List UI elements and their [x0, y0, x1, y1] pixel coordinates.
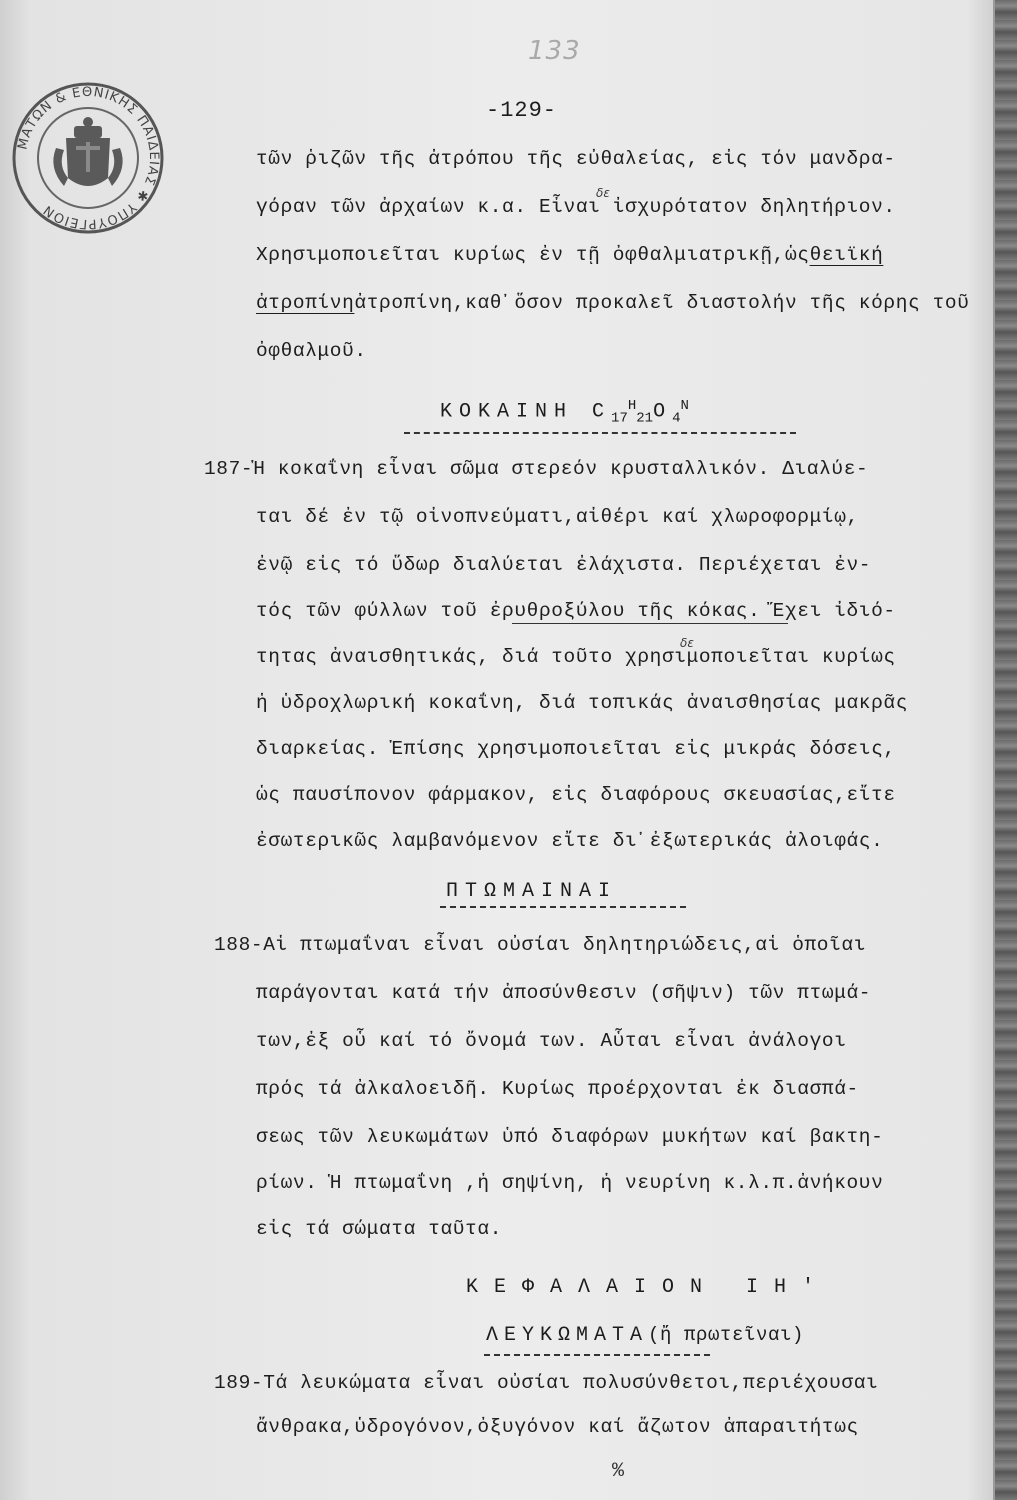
ptomaines-heading: ΠΤΩΜΑΙΝΑΙ [446, 880, 618, 903]
ptomaines-line-6: ρίων. Ἡ πτωμαΐνη ,ἡ σηψίνη, ἡ νευρίνη κ.λ.π.ἀνήκουν [256, 1172, 884, 1194]
intro-line-2: γόραν τῶν ἀρχαίων κ.α. Εἶναι ἰσχυρότατον δηλητήριον. [256, 196, 896, 218]
formula-c-sub: 17 [611, 410, 628, 427]
intro-line-1: τῶν ῥιζῶν τῆς ἀτρόπου τῆς εὐθαλείας, εἰς τόν μανδρα- [256, 148, 896, 170]
cocaine-heading-rule [404, 432, 796, 434]
ptomaines-line-1: 188-Αἱ πτωμαΐναι εἶναι οὐσίαι δηλητηριώδεις,αἱ ὁποῖαι [214, 934, 867, 956]
ptomaines-line-5: σεως τῶν λευκωμάτων ὑπό διαφόρων μυκήτων καί βακτη- [256, 1126, 884, 1148]
underlined-term-2: ἀτροπίνη [256, 292, 355, 314]
cocaine-line-1: 187-Ἡ κοκαΐνη εἶναι σῶμα στερεόν κρυσταλλικόν. Διαλύε- [204, 458, 869, 480]
intro-line-4-text: ἀτροπίνη,καθ᾽ὅσον προκαλεῖ διαστολήν τῆς κόρης τοῦ [354, 292, 970, 314]
formula-o: O [653, 400, 673, 424]
formula-o-sub: 4 [672, 410, 681, 427]
archive-number: 133 [528, 36, 581, 66]
intro-line-3-text: Χρησιμοποιεῖται κυρίως ἐν τῇ ὀφθαλμιατρικῇ,ὡς [256, 244, 810, 266]
cocaine-line-6: ἡ ὑδροχλωρική κοκαΐνη, διά τοπικάς ἀναισθησίας μακρᾶς [256, 692, 909, 714]
cocaine-line-4: τός τῶν φύλλων τοῦ ἐρυθροξύλου τῆς κόκας. Ἔχει ἰδιό- [256, 600, 896, 622]
formula-h-sub: 21 [636, 410, 654, 427]
handwritten-correction-2: δε [680, 636, 694, 650]
handwritten-correction: δε [596, 186, 610, 200]
ministry-stamp [8, 78, 168, 238]
cocaine-line-2: ται δέ ἐν τῷ οἰνοπνεύματι,αἰθέρι καί χλωροφορμίῳ, [256, 506, 859, 528]
ptomaines-line-3: των,ἐξ οὗ καί τό ὄνομά των. Αὗται εἶναι ἀνάλογοι [256, 1030, 847, 1052]
svg-text:ΜΑΤΩΝ & ΕΘΝΙΚΗΣ ΠΑΙΔΕΙΑΣ ✱ ΥΠΟ: ΜΑΤΩΝ & ΕΘΝΙΚΗΣ ΠΑΙΔΕΙΑΣ ✱ ΥΠΟΥΡΓΕΙΟΝ [15, 84, 162, 232]
ptomaines-heading-rule [440, 906, 686, 908]
book-binding [995, 0, 1017, 1500]
cocaine-line-3: ἐνῷ εἰς τό ὕδωρ διαλύεται ἐλάχιστα. Περιέχεται ἐν- [256, 554, 872, 576]
formula-c: C [592, 400, 612, 424]
underlined-term-1: θειϊκή [809, 244, 884, 266]
chapter-subheading [486, 1324, 804, 1347]
ptomaines-line-2: παράγονται κατά τήν ἀποσύνθεσιν (σῆψιν) τῶν πτωμά- [256, 982, 872, 1004]
ptomaines-line-4: πρός τά ἀλκαλοειδῆ. Κυρίως προέρχονται ἐκ διασπά- [256, 1078, 859, 1100]
ptomaines-line-7: εἰς τά σώματα ταῦτα. [256, 1218, 503, 1240]
cocaine-heading [440, 398, 689, 427]
intro-line-5: ὀφθαλμοῦ. [256, 340, 367, 362]
chapter-line-1: 189-Τά λευκώματα εἶναι οὐσίαι πολυσύνθετοι,περιέχουσαι [214, 1372, 879, 1394]
cocaine-line-5: τητας ἀναισθητικάς, διά τοῦτο χρησιμοποιεῖται κυρίως [256, 646, 896, 668]
intro-line-3 [256, 244, 883, 266]
chapter-line-2: ἄνθρακα,ὑδρογόνον,ὀξυγόνον καί ἄζωτον ἀπαραιτήτως [256, 1416, 859, 1438]
underline-erythroxylum [512, 623, 788, 624]
intro-line-4 [256, 292, 970, 314]
formula-h: H [627, 398, 637, 414]
cocaine-line-7: διαρκείας. Ἐπίσης χρησιμοποιεῖται εἰς μικράς δόσεις, [256, 738, 896, 760]
footer-mark: % [612, 1460, 625, 1483]
chapter-heading: ΚΕΦΑΛΑΙΟΝ ΙΗ' [466, 1276, 831, 1299]
chapter-subheading-rule [484, 1354, 710, 1356]
cocaine-line-8: ὡς παυσίπονον φάρμακον, εἰς διαφόρους σκευασίας,εἴτε [256, 784, 896, 806]
proteins-note: (ἤ πρωτεῖναι) [648, 1324, 805, 1346]
formula-n: N [680, 398, 689, 414]
page-number: -129- [486, 98, 558, 123]
cocaine-line-9: ἐσωτερικῶς λαμβανόμενον εἴτε δι᾽ἐξωτερικάς ἀλοιφάς. [256, 830, 884, 852]
cocaine-title: ΚΟΚΑΙΝΗ [440, 400, 574, 424]
proteins-title: ΛΕΥΚΩΜΑΤΑ [486, 1324, 649, 1347]
